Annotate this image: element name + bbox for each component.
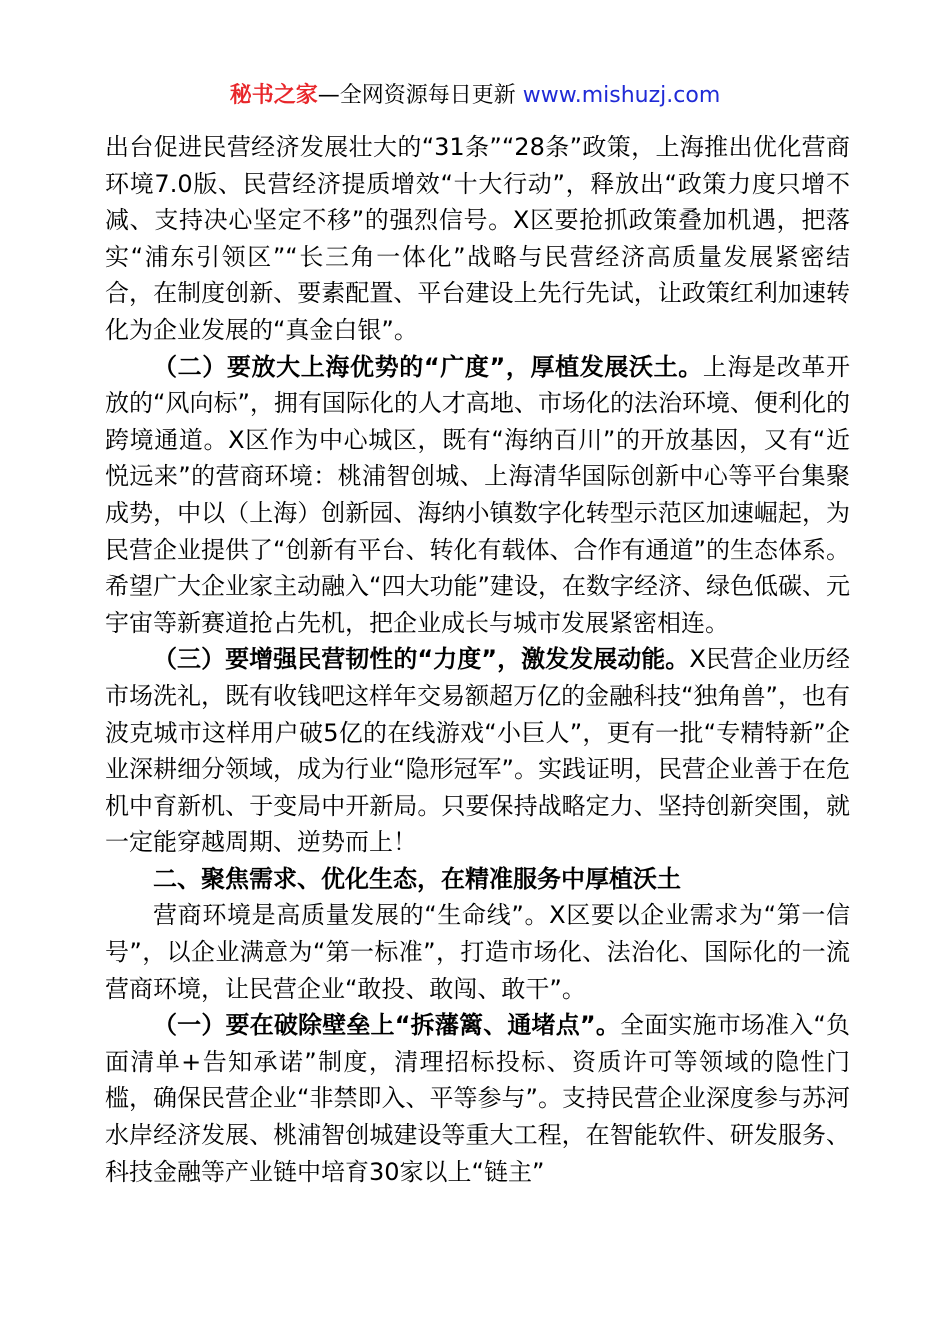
paragraph-text: 全面实施市场准入“负面清单+告知承诺”制度，清理招标投标、资质许可等领域的隐性门槛，确保民营企业“非禁即入、平等参与”。支持民营企业深度参与苏河水岸经济发展、桃浦智创城建设等重大工程，在智能软件、研发服务、科技金融等产业链中培育30家以上“链主” [105, 1011, 851, 1186]
header-slogan: —全网资源每日更新 [317, 83, 516, 108]
paragraph-section-3 [105, 641, 850, 861]
paragraph-section-2 [105, 349, 850, 642]
paragraph-text: 出台促进民营经济发展壮大的“31条”“28条”政策，上海推出优化营商环境7.0版、民营经济提质增效“十大行动”，释放出“政策力度只增不减、支持决心坚定不移”的强烈信号。X区要抢抓政策叠加机遇，把落实“浦东引领区”“长三角一体化”战略与民营经济高质量发展紧密结合，在制度创新、要素配置、平台建设上先行先试，让政策红利加速转化为企业发展的“真金白银”。 [105, 133, 850, 344]
paragraph-text: X民营企业历经市场洗礼，既有收钱吧这样年交易额超万亿的金融科技“独角兽”，也有波克城市这样用户破5亿的在线游戏“小巨人”，更有一批“专精特新”企业深耕细分领域，成为行业“隐形冠军”。实践证明，民营企业善于在危机中育新机、于变局中开新局。只要保持战略定力、坚持创新突围，就一定能穿越周期、逆势而上！ [105, 645, 850, 857]
paragraph-heading: （三）要增强民营韧性的“力度”，激发发展动能。 [153, 645, 690, 674]
site-url[interactable]: www.mishuzj.com [522, 83, 721, 108]
paragraph-text: 营商环境是高质量发展的“生命线”。X区要以企业需求为“第一信号”，以企业满意为“第一标准”，打造市场化、法治化、国际化的一流营商环境，让民营企业“敢投、敢闯、敢干”。 [105, 901, 850, 1003]
paragraph-continuation [105, 129, 850, 349]
section-heading-2 [105, 861, 850, 898]
paragraph-text: 上海是改革开放的“风向标”，拥有国际化的人才高地、市场化的法治环境、便利化的跨境通道。X区作为中心城区，既有“海纳百川”的开放基因，又有“近悦远来”的营商环境：桃浦智创城、上海清华国际创新中心等平台集聚成势，中以（上海）创新园、海纳小镇数字化转型示范区加速崛起，为民营企业提供了“创新有平台、转化有载体、合作有通道”的生态体系。希望广大企业家主动融入“四大功能”建设，在数字经济、绿色低碳、元宇宙等新赛道抢占先机，把企业成长与城市发展紧密相连。 [105, 352, 851, 637]
paragraph-subsection-1 [105, 1007, 850, 1190]
paragraph-intro [105, 897, 850, 1007]
section-heading-text: 二、聚焦需求、优化生态，在精准服务中厚植沃土 [153, 864, 681, 893]
paragraph-heading: （二）要放大上海优势的“广度”，厚植发展沃土。 [153, 352, 703, 381]
document-body [105, 129, 850, 1190]
paragraph-heading: （一）要在破除壁垒上“拆藩篱、通堵点”。 [153, 1011, 621, 1040]
page-header [0, 80, 950, 112]
brand-name: 秘书之家 [229, 83, 318, 108]
